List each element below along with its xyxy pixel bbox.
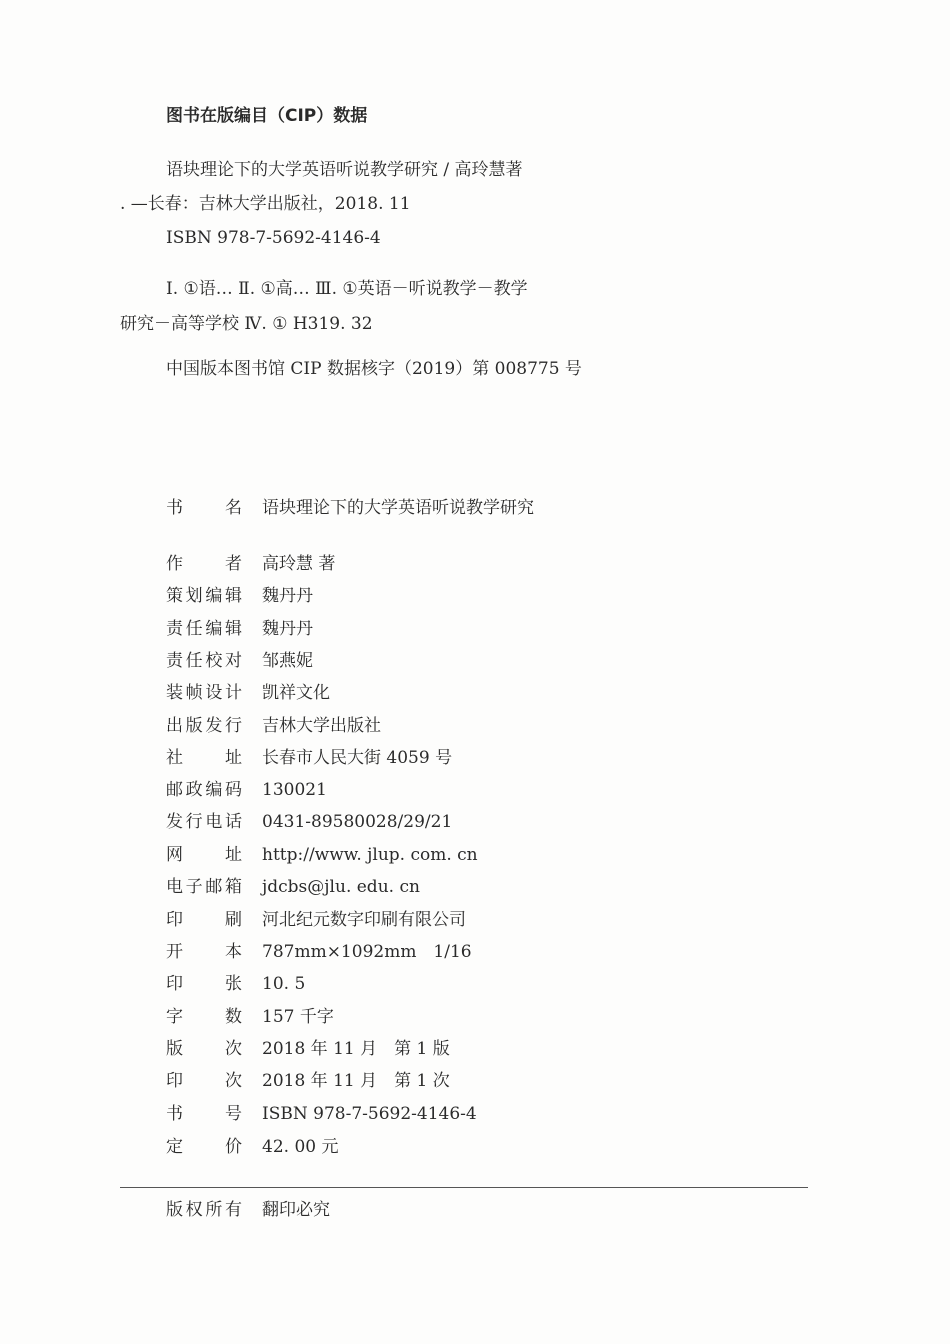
info-label: 责任编辑 xyxy=(166,619,242,639)
info-label: 字数 xyxy=(166,1007,242,1027)
cip-record-number: 中国版本图书馆 CIP 数据核字（2019）第 008775 号 xyxy=(166,359,582,379)
info-label: 策划编辑 xyxy=(166,586,242,606)
info-row xyxy=(0,909,950,931)
info-row xyxy=(0,1103,950,1125)
info-value: ISBN 978-7-5692-4146-4 xyxy=(262,1104,477,1124)
info-row xyxy=(0,618,950,640)
cip-publisher-line: . —长春：吉林大学出版社，2018. 11 xyxy=(120,194,411,214)
info-row xyxy=(0,941,950,963)
copyright-value: 翻印必究 xyxy=(262,1200,330,1220)
info-label: 责任校对 xyxy=(166,651,242,671)
info-row xyxy=(0,779,950,801)
info-label: 邮政编码 xyxy=(166,780,242,800)
info-label: 书名 xyxy=(166,498,242,518)
info-row xyxy=(0,682,950,704)
info-label: 定价 xyxy=(166,1137,242,1157)
info-label: 版次 xyxy=(166,1039,242,1059)
info-row xyxy=(0,844,950,866)
info-label: 印刷 xyxy=(166,910,242,930)
info-value: 吉林大学出版社 xyxy=(262,716,381,736)
divider xyxy=(120,1187,808,1188)
cip-isbn: ISBN 978-7-5692-4146-4 xyxy=(166,228,381,248)
info-row xyxy=(0,1038,950,1060)
info-value: 157 千字 xyxy=(262,1007,334,1027)
info-value: 2018 年 11 月 第 1 次 xyxy=(262,1071,450,1091)
info-value: 河北纪元数字印刷有限公司 xyxy=(262,910,466,930)
info-label: 网址 xyxy=(166,845,242,865)
cip-heading: 图书在版编目（CIP）数据 xyxy=(166,106,368,126)
info-value: 长春市人民大街 4059 号 xyxy=(262,748,453,768)
info-value: 42. 00 元 xyxy=(262,1137,339,1157)
info-value: 凯祥文化 xyxy=(262,683,330,703)
info-row xyxy=(0,585,950,607)
info-label: 社址 xyxy=(166,748,242,768)
info-row xyxy=(0,715,950,737)
info-value: 10. 5 xyxy=(262,974,306,994)
info-label: 发行电话 xyxy=(166,812,242,832)
cip-classification-line-2: 研究－高等学校 Ⅳ. ① H319. 32 xyxy=(120,314,373,334)
info-row xyxy=(0,497,950,519)
info-label: 电子邮箱 xyxy=(166,877,242,897)
info-value: 2018 年 11 月 第 1 版 xyxy=(262,1039,450,1059)
info-row xyxy=(0,1006,950,1028)
info-label: 书号 xyxy=(166,1104,242,1124)
info-value: 高玲慧 著 xyxy=(262,554,336,574)
info-row xyxy=(0,973,950,995)
info-label: 开本 xyxy=(166,942,242,962)
info-label: 装帧设计 xyxy=(166,683,242,703)
info-value: 130021 xyxy=(262,780,327,800)
copyright-row xyxy=(0,1199,950,1221)
cip-classification-line-1: Ⅰ. ①语… Ⅱ. ①高… Ⅲ. ①英语－听说教学－教学 xyxy=(166,279,528,299)
info-value: 魏丹丹 xyxy=(262,586,313,606)
info-row xyxy=(0,553,950,575)
info-row xyxy=(0,1070,950,1092)
info-label: 出版发行 xyxy=(166,716,242,736)
info-value: jdcbs@jlu. edu. cn xyxy=(262,877,420,897)
info-value: 787mm×1092mm 1/16 xyxy=(262,942,472,962)
info-row xyxy=(0,1136,950,1158)
copyright-label: 版权所有 xyxy=(166,1200,242,1220)
info-value: 语块理论下的大学英语听说教学研究 xyxy=(262,498,534,518)
info-row xyxy=(0,876,950,898)
info-label: 印次 xyxy=(166,1071,242,1091)
info-label: 作者 xyxy=(166,554,242,574)
info-label: 印张 xyxy=(166,974,242,994)
info-row xyxy=(0,650,950,672)
info-value: 0431-89580028/29/21 xyxy=(262,812,453,832)
info-value: 魏丹丹 xyxy=(262,619,313,639)
info-value: 邹燕妮 xyxy=(262,651,313,671)
info-row xyxy=(0,747,950,769)
cip-title-line: 语块理论下的大学英语听说教学研究 / 高玲慧著 xyxy=(166,160,523,180)
info-row xyxy=(0,811,950,833)
info-value: http://www. jlup. com. cn xyxy=(262,845,478,865)
